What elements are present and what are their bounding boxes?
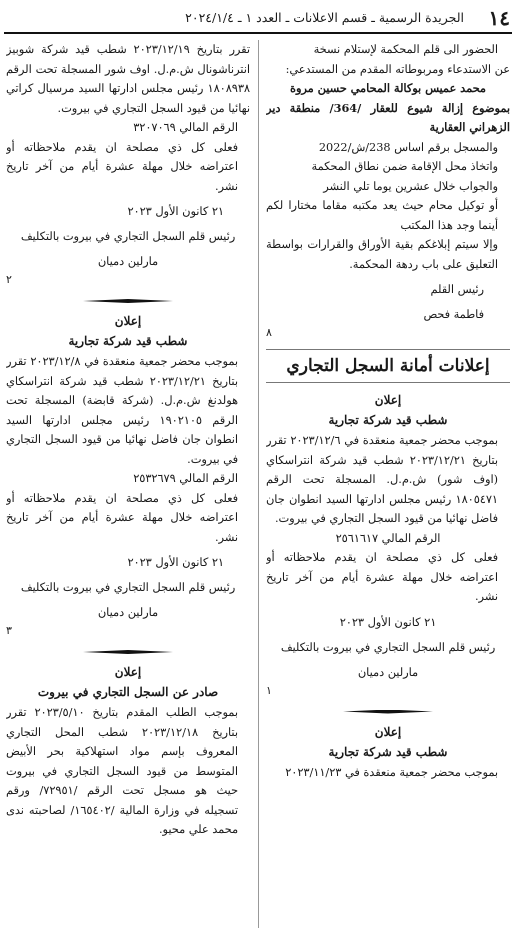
ad-heading: شطب قيد شركة تجارية xyxy=(68,334,188,348)
page-number: ١٤ xyxy=(488,6,510,30)
case-subject: بموضوع إزالة شيوع للعقار /364/ منطقة دير الزهراني العقارية xyxy=(266,100,510,134)
ad-heading: صادر عن السجل التجاري في بيروت xyxy=(37,685,219,699)
ad-label: إعلان xyxy=(114,314,142,328)
party-name: محمد عميس بوكالة المحامي حسين مروة xyxy=(290,81,486,95)
ad-body: بموجب محضر جمعية منعقدة في ٢٠٢٣/١٢/٦ تقرر بتاريخ ٢٠٢٣/١٢/٢١ شطب قيد شركة انتراسكاي (اوف شور) ش.م.ل. المسجلة تحت الرقم ١٨٠٥٤٧١ رئيس مجلس ادارتها السيد انطوان جان فاضل نهائيا من قيود السجل التجاري في بيروت. xyxy=(266,434,498,525)
ad-heading: شطب قيد شركة تجارية xyxy=(328,413,448,427)
notice-line-1: واتخاذ محل الإقامة ضمن نطاق المحكمة xyxy=(311,160,498,173)
column-divider xyxy=(258,40,259,928)
notice-line-3: أو توكيل محام حيث يعد مكتبه مقاما مختارا لكم أينما وجد هذا المكتب xyxy=(266,199,498,232)
ad-heading: شطب قيد شركة تجارية xyxy=(328,744,448,759)
notice-line-4: وإلا سيتم إبلاغكم بقية الأوراق والقرارات بواسطة التعليق على باب ردهة المحكمة. xyxy=(266,238,498,271)
ad-objection: فعلى كل ذي مصلحة ان يقدم ملاحظاته أو اعتراضه خلال مهلة عشرة أيام من آخر تاريخ نشر. xyxy=(6,491,238,544)
ad-label: إعلان xyxy=(374,724,402,739)
ad-financial-number: الرقم المالي ٣٢٠٧٠٦٩ xyxy=(133,121,238,134)
ad-financial-number: الرقم المالي ٢٥٣٢٦٧٩ xyxy=(133,472,238,485)
signature-name: فاطمة فحص xyxy=(423,308,484,321)
ad-objection: فعلى كل ذي مصلحة ان يقدم ملاحظاته أو اعتراضه خلال مهلة عشرة أيام من آخر تاريخ نشر. xyxy=(266,551,498,603)
separator-ornament xyxy=(343,707,433,717)
ad-body: تقرر بتاريخ ٢٠٢٣/١٢/١٩ شطب قيد شركة شوبيز انترناشونال ش.م.ل. اوف شور المسجلة تحت الرقم ١٨٠٨٩٣٨ رئيس مجلس ادارتها السيد مرسيال كراتي نهائيا من قيود السجل التجاري في بيروت. xyxy=(6,43,250,115)
right-column xyxy=(266,40,510,928)
ad-number: ٣ xyxy=(6,624,12,637)
ad-date: ٢١ كانون الأول ٢٠٢٣ xyxy=(127,556,224,569)
ad-signature-name: مارلين دميان xyxy=(97,255,159,268)
ad-date: ٢١ كانون الأول ٢٠٢٣ xyxy=(339,615,437,629)
ad-signature-title: رئيس قلم السجل التجاري في بيروت بالتكليف xyxy=(280,640,496,654)
ad-label: إعلان xyxy=(374,393,402,407)
ad-signature-title: رئيس قلم السجل التجاري في بيروت بالتكليف xyxy=(20,230,236,243)
signature-title: رئيس القلم xyxy=(430,283,484,296)
ad-financial-number: الرقم المالي ٢٥٦١٦١٧ xyxy=(335,531,441,545)
separator-ornament xyxy=(83,647,173,657)
ad-label: إعلان xyxy=(114,665,142,679)
ad-number: ١ xyxy=(266,683,272,697)
header-title: الجريدة الرسمية ـ قسم الاعلانات ـ العدد ١ ـ ٢٠٢٤/١/٤ xyxy=(185,10,464,25)
ad-body: بموجب الطلب المقدم بتاريخ ٢٠٢٣/٥/١٠ تقرر بتاريخ ٢٠٢٣/١٢/١٨ شطب المحل التجاري المعروف بإسم مواد استهلاكية بحر الأبيض المتوسط من قيود السجل التجاري في بيروت حيث هو مسجل تحت الرقم /٧٢٩٥١/ ورقم تسجيله في وزارة المالية /١٦٥٤٠٢/ لصاحبته ندى محمد علي محيو. xyxy=(6,706,238,836)
section-title: إعلانات أمانة السجل التجاري xyxy=(266,349,510,383)
case-registration: والمسجل برقم اساس 238/ش/2022 xyxy=(318,140,498,154)
intro-line-1: الحضور الى قلم المحكمة لإستلام نسخة xyxy=(313,43,498,56)
notice-number: ٨ xyxy=(266,326,272,339)
ad-body: بموجب محضر جمعية منعقدة في ٢٠٢٣/١٢/٨ تقرر بتاريخ ٢٠٢٣/١٢/٢١ شطب قيد شركة انتراسكاي هولدنغ ش.م.ل. (شركة قابضة) المسجلة تحت الرقم ١٩٠٢١٠٥ رئيس مجلس ادارتها السيد انطوان جان فاضل نهائيا من قيود السجل التجاري في بيروت. xyxy=(6,355,238,466)
left-column xyxy=(6,40,250,928)
ad-number: ٢ xyxy=(6,273,12,286)
ad-signature-name: مارلين دميان xyxy=(97,606,159,619)
ad-body: بموجب محضر جمعية منعقدة في ٢٠٢٣/١١/٢٣ xyxy=(285,765,498,779)
ad-signature-title: رئيس قلم السجل التجاري في بيروت بالتكليف xyxy=(20,581,236,594)
ad-signature-name: مارلين دميان xyxy=(357,665,419,679)
intro-line-2: عن الاستدعاء ومربوطاته المقدم من المستدعي: xyxy=(285,62,510,76)
ad-date: ٢١ كانون الأول ٢٠٢٣ xyxy=(127,205,224,218)
separator-ornament xyxy=(83,296,173,306)
ad-objection: فعلى كل ذي مصلحة ان يقدم ملاحظاته أو اعتراضه خلال مهلة عشرة أيام من آخر تاريخ نشر. xyxy=(6,140,238,193)
page-header xyxy=(4,6,512,34)
notice-line-2: والجواب خلال عشرين يوما تلي النشر xyxy=(323,179,498,193)
